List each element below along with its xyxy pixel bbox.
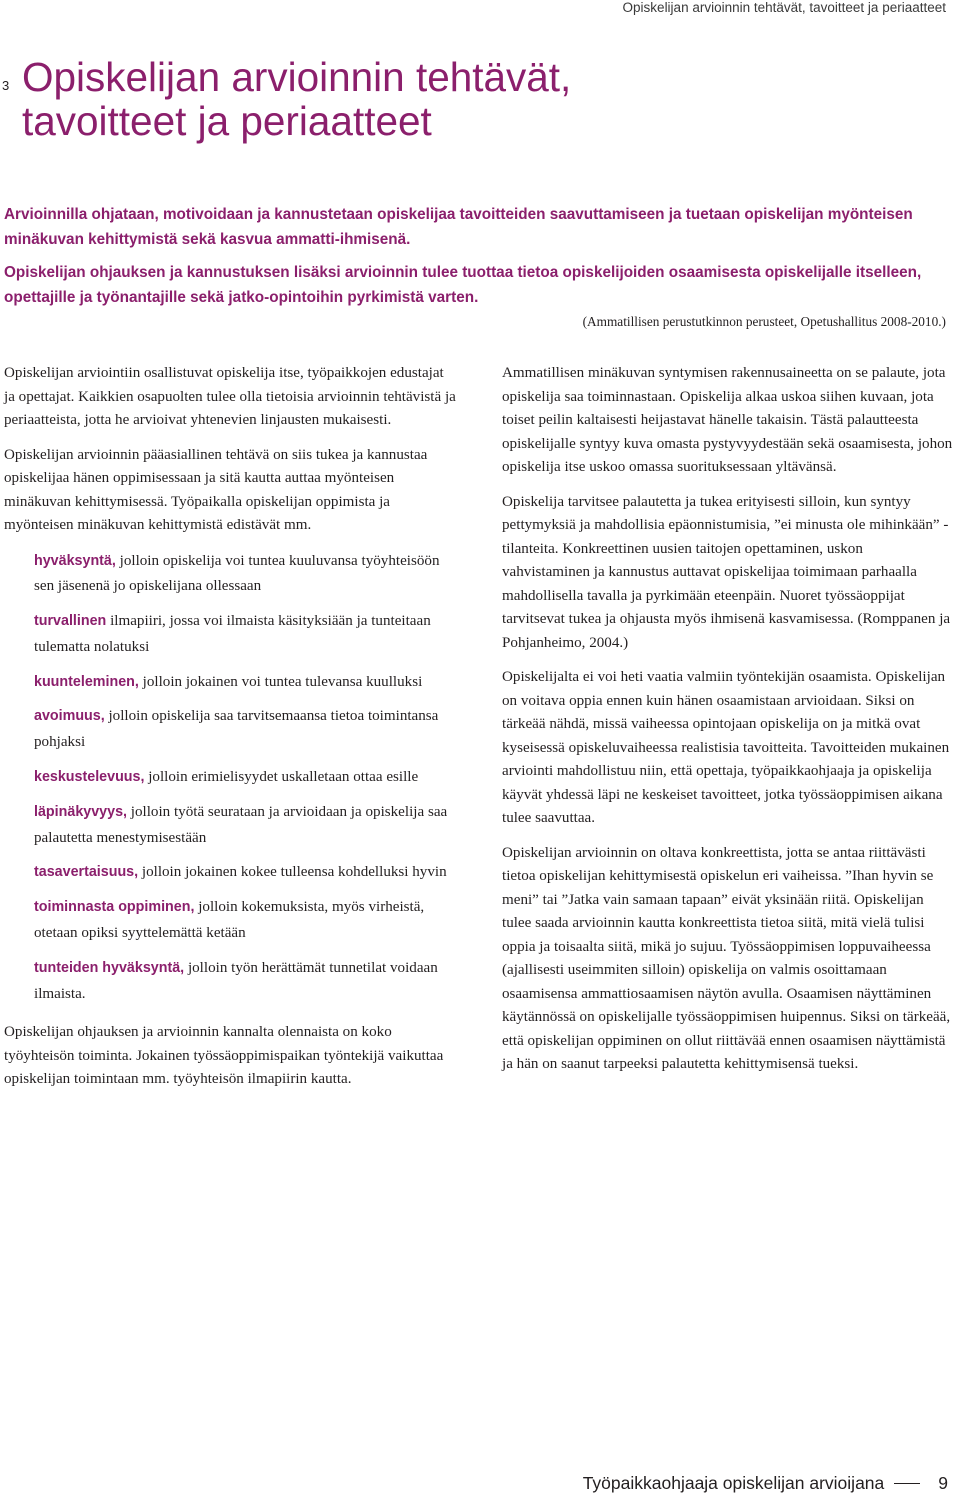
list-item-term: tasavertaisuus, <box>34 864 139 881</box>
publication-title: Työpaikkaohjaaja opiskelijan arvioijana <box>582 1472 885 1493</box>
body-paragraph: Opiskelijan arviointiin osallistuvat opiskelija itse, työpaikkojen edustajat ja opettajat. Kaikkien osapuolten tulee olla tietoisia arvioinnin tehtävistä ja periaatteista, jotta he arvioivat yhtenevien linjausten mukaisesti. <box>4 365 456 428</box>
list-item-text: jolloin kokemuksista, myös virheistä, otetaan opiksi syyttelemättä ketään <box>34 899 425 942</box>
chapter-number: 3 <box>2 78 10 93</box>
intro-paragraph: Opiskelijan ohjauksen ja kannustuksen lisäksi arvioinnin tulee tuottaa tietoa opiskelijoiden osaamisesta opiskelijalle itselleen, opettajille ja työnantajille sekä jatko-opintoihin pyrkimistä varten. <box>4 264 922 306</box>
list-item-term: turvallinen <box>34 613 107 630</box>
list-item-text: jolloin erimielisyydet uskalletaan ottaa esille <box>144 769 419 786</box>
list-item-term: tunteiden hyväksyntä, <box>34 959 185 976</box>
list-item-text: jolloin työtä seurataan ja arvioidaan ja opiskelija saa palautetta menestymisestään <box>34 803 448 846</box>
intro-paragraph: Arvioinnilla ohjataan, motivoidaan ja kannustetaan opiskelijaa tavoitteiden saavuttamiseen ja tuetaan opiskelijan myönteisen minäkuvan kehittymistä sekä kasvua ammatti-ihmisenä. <box>4 206 913 248</box>
source-citation: (Ammatillisen perustutkinnon perusteet, Opetushallitus 2008-2010.) <box>582 314 946 329</box>
list-item <box>34 704 456 756</box>
list-item <box>34 609 456 661</box>
list-item-text: ilmapiiri, jossa voi ilmaista käsityksiään ja tunteitaan tulematta nolatuksi <box>34 613 431 655</box>
running-header: Opiskelijan arvioinnin tehtävät, tavoitteet ja periaatteet <box>622 0 946 15</box>
list-item <box>34 895 456 947</box>
page-title-line-1: Opiskelijan arvioinnin tehtävät, <box>22 54 572 100</box>
page-footer <box>583 1470 948 1496</box>
list-item <box>34 956 456 1008</box>
list-item <box>34 860 456 886</box>
list-item-term: hyväksyntä, <box>34 552 116 569</box>
list-item-text: jolloin jokainen voi tuntea tulevansa kuulluksi <box>138 673 423 690</box>
right-column <box>502 362 954 1088</box>
list-item-term: keskustelevuus, <box>34 769 145 786</box>
page-number: 9 <box>938 1472 948 1493</box>
body-paragraph: Opiskelijan arvioinnin pääasiallinen tehtävä on siis tukea ja kannustaa opiskelijaa hänen oppimisessaan ja sitä kautta auttaa myönteisen minäkuvan kehittymisessä. Työpaikalla opiskelijan oppimista ja myönteisen minäkuvan kehittymistä edistävät mm. <box>4 446 428 533</box>
list-item-term: avoimuus, <box>34 708 105 725</box>
body-paragraph: Opiskelija tarvitsee palautetta ja tukea erityisesti silloin, kun syntyy pettymyksiä ja mahdollisia epäonnistumisia, ”ei minusta ole mihinkään” -tilanteita. Konkreettinen uusien taitojen opettaminen, uskon vahvistaminen ja kannustus auttavat opiskelijaa toimimaan parhaalla mahdollisella tavalla ja pyrkimään eteenpäin. Nuoret työssäoppijat tarvitsevat tukea ja ohjausta myös ihmisenä kasvamisessa. (Romppanen ja Pohjanheimo, 2004.) <box>502 493 951 651</box>
footer-divider <box>894 1483 920 1484</box>
left-column <box>4 362 456 1103</box>
page-title <box>22 55 922 143</box>
page-title-line-2: tavoitteet ja periaatteet <box>22 98 432 144</box>
factor-list <box>34 549 456 1008</box>
body-paragraph: Opiskelijan ohjauksen ja arvioinnin kannalta olennaista on koko työyhteisön toiminta. Jokainen työssäoppimispaikan työntekijä vaikuttaa opiskelijan toimintaan mm. työyhteisön ilmapiirin kautta. <box>4 1024 444 1088</box>
list-item <box>34 800 456 852</box>
list-item-text: jolloin opiskelija voi tuntea kuuluvansa työyhteisöön sen jäsenenä jo opiskelijana ollessaan <box>34 552 440 595</box>
list-item <box>34 670 456 696</box>
body-paragraph: Opiskelijalta ei voi heti vaatia valmiin työntekijän osaamista. Opiskelijan on voitava oppia ennen kuin hänen osaamistaan arvioidaan. Siksi on tärkeää nähdä, missä vaiheessa opintojaan opiskelija on ja mitkä ovat kyseisessä opiskeluvaiheessa realistisia tavoitteita. Tavoitteiden mukainen arviointi mahdollistuu niin, että opettaja, työpaikkaohjaaja ja opiskelija käyvät yhdessä läpi ne keskeiset tavoitteet, jotka työssäoppimisen aikana tulee saavuttaa. <box>502 669 950 826</box>
list-item <box>34 549 456 601</box>
list-item-text: jolloin opiskelija saa tarvitsemaansa tietoa toimintansa pohjaksi <box>34 708 439 751</box>
body-paragraph: Ammatillisen minäkuvan syntymisen rakennusaineetta on se palaute, jota opiskelija saa toiminnastaan. Opiskelija alkaa uskoa siihen kuvaan, jota toiset peilin kaltaisesti heijastavat hänelle takaisin. Tästä palautteesta opiskelijalle syntyy kuva omasta pystyvyydestään sekä osaamisesta, johon opiskelija itse uskoo omassa suorituksessaan yltävänsä. <box>502 365 953 475</box>
list-item <box>34 765 456 791</box>
list-item-term: toiminnasta oppiminen, <box>34 899 195 916</box>
list-item-text: jolloin työn herättämät tunnetilat voidaan ilmaista. <box>34 959 438 1002</box>
body-paragraph: Opiskelijan arvioinnin on oltava konkreettista, jotta se antaa riittävästi tietoa opiskelijan kehittymisestä opiskelun eri vaiheissa. ”Ihan hyvin se meni” tai ”Jatka vain samaan tapaan” eivät yksinään riitä. Opiskelijan tulee saada arvioinnin kautta konkreettista tietoa siitä, mitä vielä tulisi oppia ja toisaalta siitä, mikä jo sujuu. Työssäoppimisen loppuvaiheessa (ajallisesti useimmiten silloin) opiskelija on valmis osoittamaan osaamisensa ammattiosaamisen näytön avulla. Osaamisen näyttäminen käytännössä on opiskelijalle työssäoppimisen huipennus. Siksi on tärkeää, että opiskelijan oppiminen on ollut riittävää ennen osaamisen näyttämistä ja hän on saanut tarpeeksi palautetta kehittymisensä tueksi. <box>502 844 951 1072</box>
intro-block <box>4 202 954 318</box>
list-item-term: läpinäkyvyys, <box>34 803 127 820</box>
list-item-term: kuunteleminen, <box>34 673 139 690</box>
list-item-text: jolloin jokainen kokee tulleensa kohdelluksi hyvin <box>138 864 447 881</box>
